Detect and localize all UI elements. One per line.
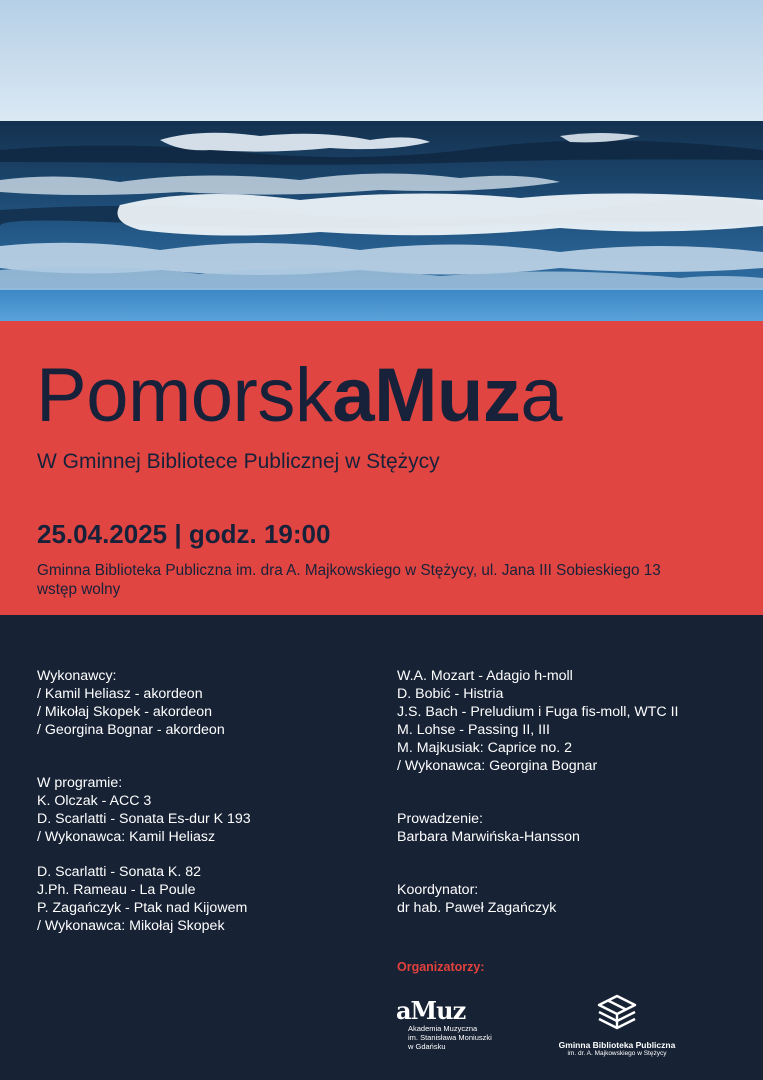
title-part-end: a <box>520 353 563 438</box>
performer-item: / Mikołaj Skopek - akordeon <box>37 704 213 720</box>
performer-item: / Kamil Heliasz - akordeon <box>37 686 203 702</box>
title-part-regular: Pomorsk <box>36 353 333 438</box>
organizers-label: Organizatorzy: <box>397 960 485 974</box>
event-date: 25.04.2025 | godz. 19:00 <box>37 519 331 549</box>
program-item: J.S. Bach - Preludium i Fuga fis-moll, WTC II <box>397 704 679 720</box>
program-performer: / Wykonawca: Kamil Heliasz <box>37 829 216 845</box>
program-item: K. Olczak - ACC 3 <box>37 793 152 809</box>
host-heading: Prowadzenie: <box>397 811 483 827</box>
right-column <box>397 667 678 917</box>
amuz-logo-line: Akademia Muzyczna <box>408 1024 478 1033</box>
event-address <box>37 561 661 599</box>
gbp-logo-name: Gminna Biblioteka Publiczna <box>558 1040 676 1050</box>
gbp-logo <box>556 994 678 1057</box>
coordinator-name: dr hab. Paweł Zagańczyk <box>397 900 557 916</box>
sea-waves-photo <box>0 0 763 321</box>
coordinator-heading: Koordynator: <box>397 882 479 898</box>
program-item: D. Scarlatti - Sonata K. 82 <box>37 864 202 880</box>
gbp-logo-sub: im. dr. A. Majkowskiego w Stężycy <box>567 1050 667 1057</box>
program-heading: W programie: <box>37 775 123 791</box>
amuz-logo-mark: aMuz <box>396 996 466 1025</box>
program-item: D. Bobić - Histria <box>397 686 504 702</box>
entry-note: wstęp wolny <box>37 581 121 598</box>
title-part-bold: aMuz <box>332 353 521 438</box>
program-item: M. Lohse - Passing II, III <box>397 722 550 738</box>
program-item: J.Ph. Rameau - La Poule <box>37 882 196 898</box>
event-title <box>36 354 562 438</box>
amuz-logo-line: w Gdańsku <box>408 1042 446 1051</box>
address-line: Gminna Biblioteka Publiczna im. dra A. Majkowskiego w Stężycy, ul. Jana III Sobieskiego 13 <box>37 562 661 579</box>
program-performer: / Wykonawca: Georgina Bognar <box>397 758 598 774</box>
left-column <box>37 667 251 935</box>
performer-item: / Georgina Bognar - akordeon <box>37 722 225 738</box>
program-item: P. Zagańczyk - Ptak nad Kijowem <box>37 900 248 916</box>
host-name: Barbara Marwińska-Hansson <box>397 829 580 845</box>
program-item: W.A. Mozart - Adagio h-moll <box>397 668 573 684</box>
program-item: M. Majkusiak: Caprice no. 2 <box>397 740 573 756</box>
event-subtitle: W Gminnej Bibliotece Publicznej w Stężycy <box>37 450 440 473</box>
performers-heading: Wykonawcy: <box>37 668 117 684</box>
program-item: D. Scarlatti - Sonata Es-dur K 193 <box>37 811 251 827</box>
amuz-logo <box>396 998 492 1051</box>
sea-photo <box>0 0 763 321</box>
amuz-logo-line: im. Stanisława Moniuszki <box>408 1033 492 1042</box>
library-books-icon <box>595 994 639 1034</box>
program-performer: / Wykonawca: Mikołaj Skopek <box>37 918 225 934</box>
